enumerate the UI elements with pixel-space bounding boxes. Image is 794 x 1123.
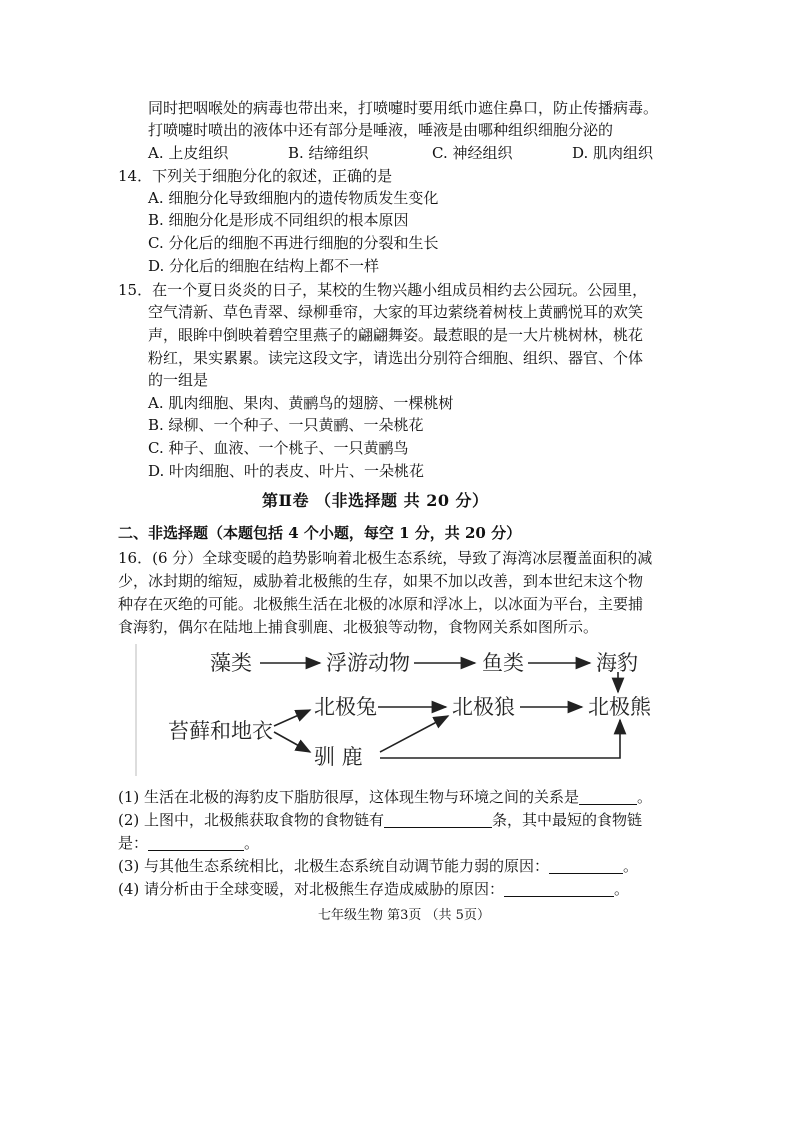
q13-option-c: C. 神经组织 <box>432 144 513 162</box>
arrow-reindeer-wolf <box>380 716 448 752</box>
q16-sub4-blank[interactable] <box>504 881 614 897</box>
arrow-moss-reindeer <box>274 732 310 752</box>
arrow-moss-hare <box>274 710 310 726</box>
arrow-reindeer-bear <box>380 720 620 758</box>
q13-line1: 同时把咽喉处的病毒也带出来，打喷嚏时要用纸巾遮住鼻口，防止传播病毒。 <box>148 99 659 117</box>
q13-option-d: D. 肌肉组织 <box>572 144 654 162</box>
node-seal: 海豹 <box>596 651 638 675</box>
q15-line4: 粉红，果实累累。读完这段文字，请选出分别符合细胞、组织、器官、个体 <box>148 349 644 367</box>
q15-option-d: D. 叶肉细胞、叶的表皮、叶片、一朵桃花 <box>148 462 425 480</box>
q14-stem: 14．下列关于细胞分化的叙述，正确的是 <box>118 167 393 185</box>
q15-line3: 声，眼眸中倒映着碧空里燕子的翩翩舞姿。最惹眼的是一大片桃树林，桃花 <box>148 326 644 344</box>
q16-sub2 <box>118 810 642 830</box>
section-heading: 二、非选择题（本题包括 4 个小题，每空 1 分，共 20 分） <box>118 524 522 542</box>
q16-sub3 <box>118 856 638 876</box>
q16-sub1-text: (1) 生活在北极的海豹皮下脂肪很厚，这体现生物与环境之间的关系是 <box>118 788 580 806</box>
q16-sub4 <box>118 879 629 899</box>
q14-option-d: D. 分化后的细胞在结构上都不一样 <box>148 257 380 275</box>
q16-sub2-line2 <box>118 833 259 853</box>
page-footer: 七年级生物 第3页 （共 5页） <box>318 908 490 923</box>
node-algae: 藻类 <box>210 651 252 675</box>
q15-option-b: B. 绿柳、一个种子、一只黄鹂、一朵桃花 <box>148 416 424 434</box>
q16-line2: 少，冰封期的缩短，威胁着北极熊的生存，如果不加以改善，到本世纪末这个物 <box>118 572 644 590</box>
node-arctic-wolf: 北极狼 <box>452 695 515 719</box>
q16-sub1-end: 。 <box>637 788 653 806</box>
q15-option-a: A. 肌肉细胞、果肉、黄鹂鸟的翅膀、一棵桃树 <box>148 394 454 412</box>
part2-title: 第Ⅱ卷 （非选择题 共 20 分） <box>262 491 489 510</box>
q13-option-a: A. 上皮组织 <box>148 144 229 162</box>
q16-line4: 食海豹，偶尔在陆地上捕食驯鹿、北极狼等动物，食物网关系如图所示。 <box>118 618 599 636</box>
q16-sub1 <box>118 787 652 807</box>
q14-option-a: A. 细胞分化导致细胞内的遗传物质发生变化 <box>148 189 439 207</box>
food-web-diagram <box>130 640 670 780</box>
q15-line5: 的一组是 <box>148 371 209 389</box>
q16-sub3-blank[interactable] <box>549 858 623 874</box>
q16-sub2-blank-count[interactable] <box>384 812 492 828</box>
q16-sub2-text-c: 是： <box>118 834 149 852</box>
node-arctic-hare: 北极兔 <box>314 695 377 719</box>
q15-line2: 空气清新、草色青翠、绿柳垂帘，大家的耳边萦绕着树枝上黄鹂悦耳的欢笑 <box>148 303 644 321</box>
q15-option-c: C. 种子、血液、一个桃子、一只黄鹂鸟 <box>148 439 409 457</box>
node-plankton: 浮游动物 <box>326 651 410 675</box>
node-reindeer: 驯 鹿 <box>314 745 363 769</box>
q16-sub3-text: (3) 与其他生态系统相比，北极生态系统自动调节能力弱的原因： <box>118 857 550 875</box>
q16-line1: 16．(6 分）全球变暖的趋势影响着北极生态系统，导致了海湾冰层覆盖面积的减 <box>118 549 653 567</box>
q16-sub3-end: 。 <box>623 857 639 875</box>
q15-line1: 15．在一个夏日炎炎的日子，某校的生物兴趣小组成员相约去公园玩。公园里， <box>118 281 648 299</box>
node-polar-bear: 北极熊 <box>588 695 651 719</box>
q13-line2: 打喷嚏时喷出的液体中还有部分是唾液，唾液是由哪种组织细胞分泌的 <box>148 121 614 139</box>
node-fish: 鱼类 <box>482 651 524 675</box>
q16-sub1-blank[interactable] <box>579 789 637 805</box>
q16-sub2-end: 。 <box>244 834 260 852</box>
q14-option-c: C. 分化后的细胞不再进行细胞的分裂和生长 <box>148 234 439 252</box>
q13-option-b: B. 结缔组织 <box>288 144 369 162</box>
node-moss-lichen: 苔藓和地衣 <box>168 719 273 743</box>
q16-line3: 种存在灭绝的可能。北极熊生活在北极的冰原和浮冰上，以冰面为平台，主要捕 <box>118 595 644 613</box>
q14-option-b: B. 细胞分化是形成不同组织的根本原因 <box>148 211 409 229</box>
q16-sub4-end: 。 <box>614 880 630 898</box>
q16-sub2-blank-chain[interactable] <box>148 835 244 851</box>
q16-sub4-text: (4) 请分析由于全球变暖，对北极熊生存造成威胁的原因： <box>118 880 505 898</box>
q16-sub2-text-b: 条，其中最短的食物链 <box>492 811 643 829</box>
q16-sub2-text-a: (2) 上图中，北极熊获取食物的食物链有 <box>118 811 385 829</box>
